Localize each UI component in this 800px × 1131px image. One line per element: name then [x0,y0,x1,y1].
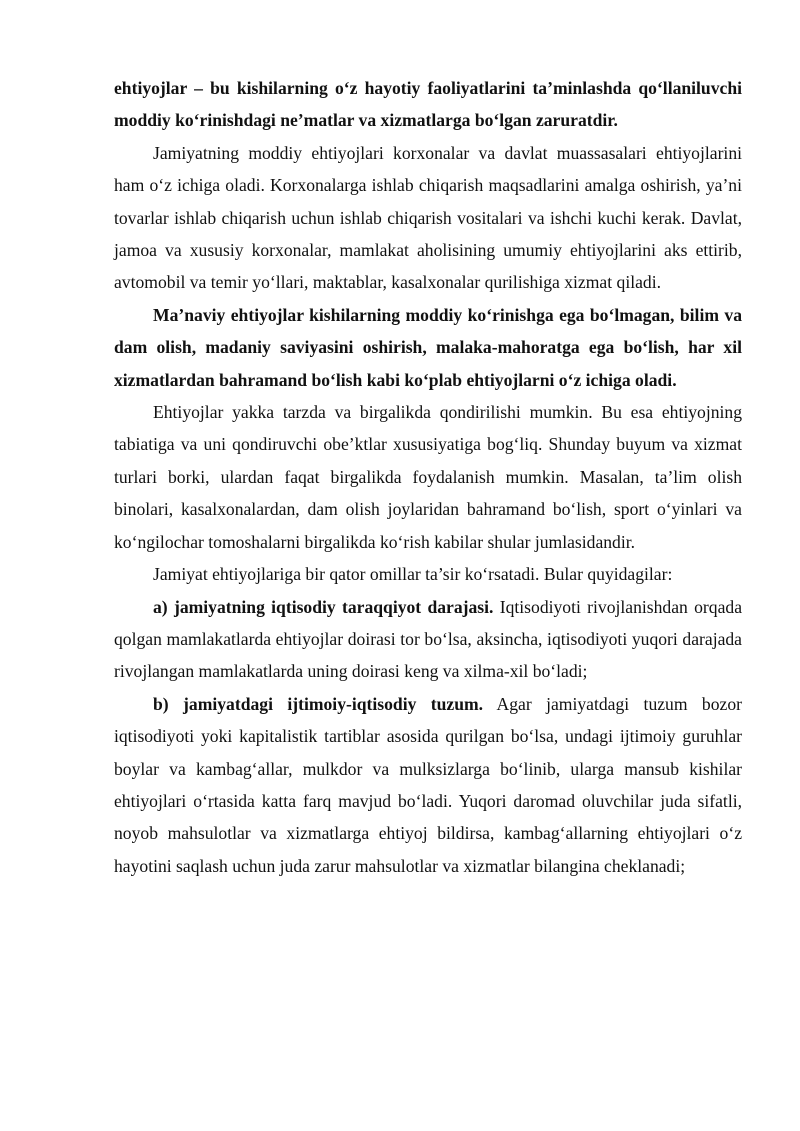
document-page [114,72,742,882]
paragraph-factor-b [114,688,742,882]
paragraph-text: Ehtiyojlar yakka tarzda va birgalikda qondirilishi mumkin. Bu esa ehtiyojning tabiatiga va uni qondiruvchi obe’ktlar xususiyatiga bog‘liq. Shunday buyum va xizmat turlari borki, ulardan faqat birgalikda foydalanish mumkin. Masalan, ta’lim olish binolari, kasalxonalardan, dam olish joylaridan bahramand bo‘lish, sport o‘yinlari va ko‘ngilochar tomoshalarni birgalikda ko‘rish kabilar shular jumlasidandir. [114,402,742,552]
paragraph-text: Jamiyat ehtiyojlariga bir qator omillar ta’sir ko‘rsatadi. Bular quyidagilar: [153,564,673,585]
paragraph-text: Agar jamiyatdagi tuzum bozor iqtisodiyoti yoki kapitalistik tartiblar asosida qurilgan bo‘lsa, undagi ijtimoiy guruhlar boylar va kambag‘allar, mulkdor va mulksizlarga bo‘linib, ularga mansub kishilar ehtiyojlari o‘rtasida katta farq mavjud bo‘ladi. Yuqori daromad oluvchilar juda sifatli, noyob mahsulotlar va xizmatlarga ehtiyoj bildirsa, kambag‘allarning ehtiyojlari o‘z hayotini saqlash uchun juda zarur mahsulotlar va xizmatlar bilangina cheklanadi; [114,693,742,876]
list-item-heading: a) jamiyatning iqtisodiy taraqqiyot darajasi. [153,596,494,617]
paragraph-individual-collective-needs [114,396,742,558]
paragraph-text: Jamiyatning moddiy ehtiyojlari korxonalar va davlat muassasalari ehtiyojlarini ham o‘z ichiga oladi. Korxonalarga ishlab chiqarish maqsadlarini amalga oshirish, ya’ni tovarlar ishlab chiqarish uchun ishlab chiqarish vositalari va ishchi kuchi kerak. Davlat, jamoa va xususiy korxonalar, mamlakat aholisining umumiy ehtiyojlarini aks ettirib, avtomobil va temir yo‘llari, maktablar, kasalxonalar qurilishiga xizmat qiladi. [114,142,742,293]
paragraph-material-needs-definition [114,72,742,137]
paragraph-spiritual-needs-definition [114,299,742,396]
paragraph-bold-text: ehtiyojlar – bu kishilarning o‘z hayotiy faoliyatlarini ta’minlashda qo‘llaniluvchi moddiy ko‘rinishdagi ne’matlar va xizmatlarga bo‘lgan zaruratdir. [114,78,742,131]
paragraph-society-material-needs [114,137,742,299]
list-item-heading: b) jamiyatdagi ijtimoiy-iqtisodiy tuzum. [153,693,484,714]
paragraph-text: Iqtisodiyoti rivojlanishdan orqada qolgan mamlakatlarda ehtiyojlar doirasi tor bo‘lsa, aksincha, iqtisodiyoti yuqori darajada rivojlangan mamlakatlarda uning doirasi keng va xilma-xil bo‘ladi; [114,596,743,682]
paragraph-factor-a [114,591,742,688]
paragraph-bold-text: Ma’naviy ehtiyojlar kishilarning moddiy ko‘rinishga ega bo‘lmagan, bilim va dam olish, madaniy saviyasini oshirish, malaka-mahoratga ega bo‘lish, har xil xizmatlardan bahramand bo‘lish kabi ko‘plab ehtiyojlarni o‘z ichiga oladi. [114,304,742,390]
paragraph-factors-intro [114,558,742,590]
